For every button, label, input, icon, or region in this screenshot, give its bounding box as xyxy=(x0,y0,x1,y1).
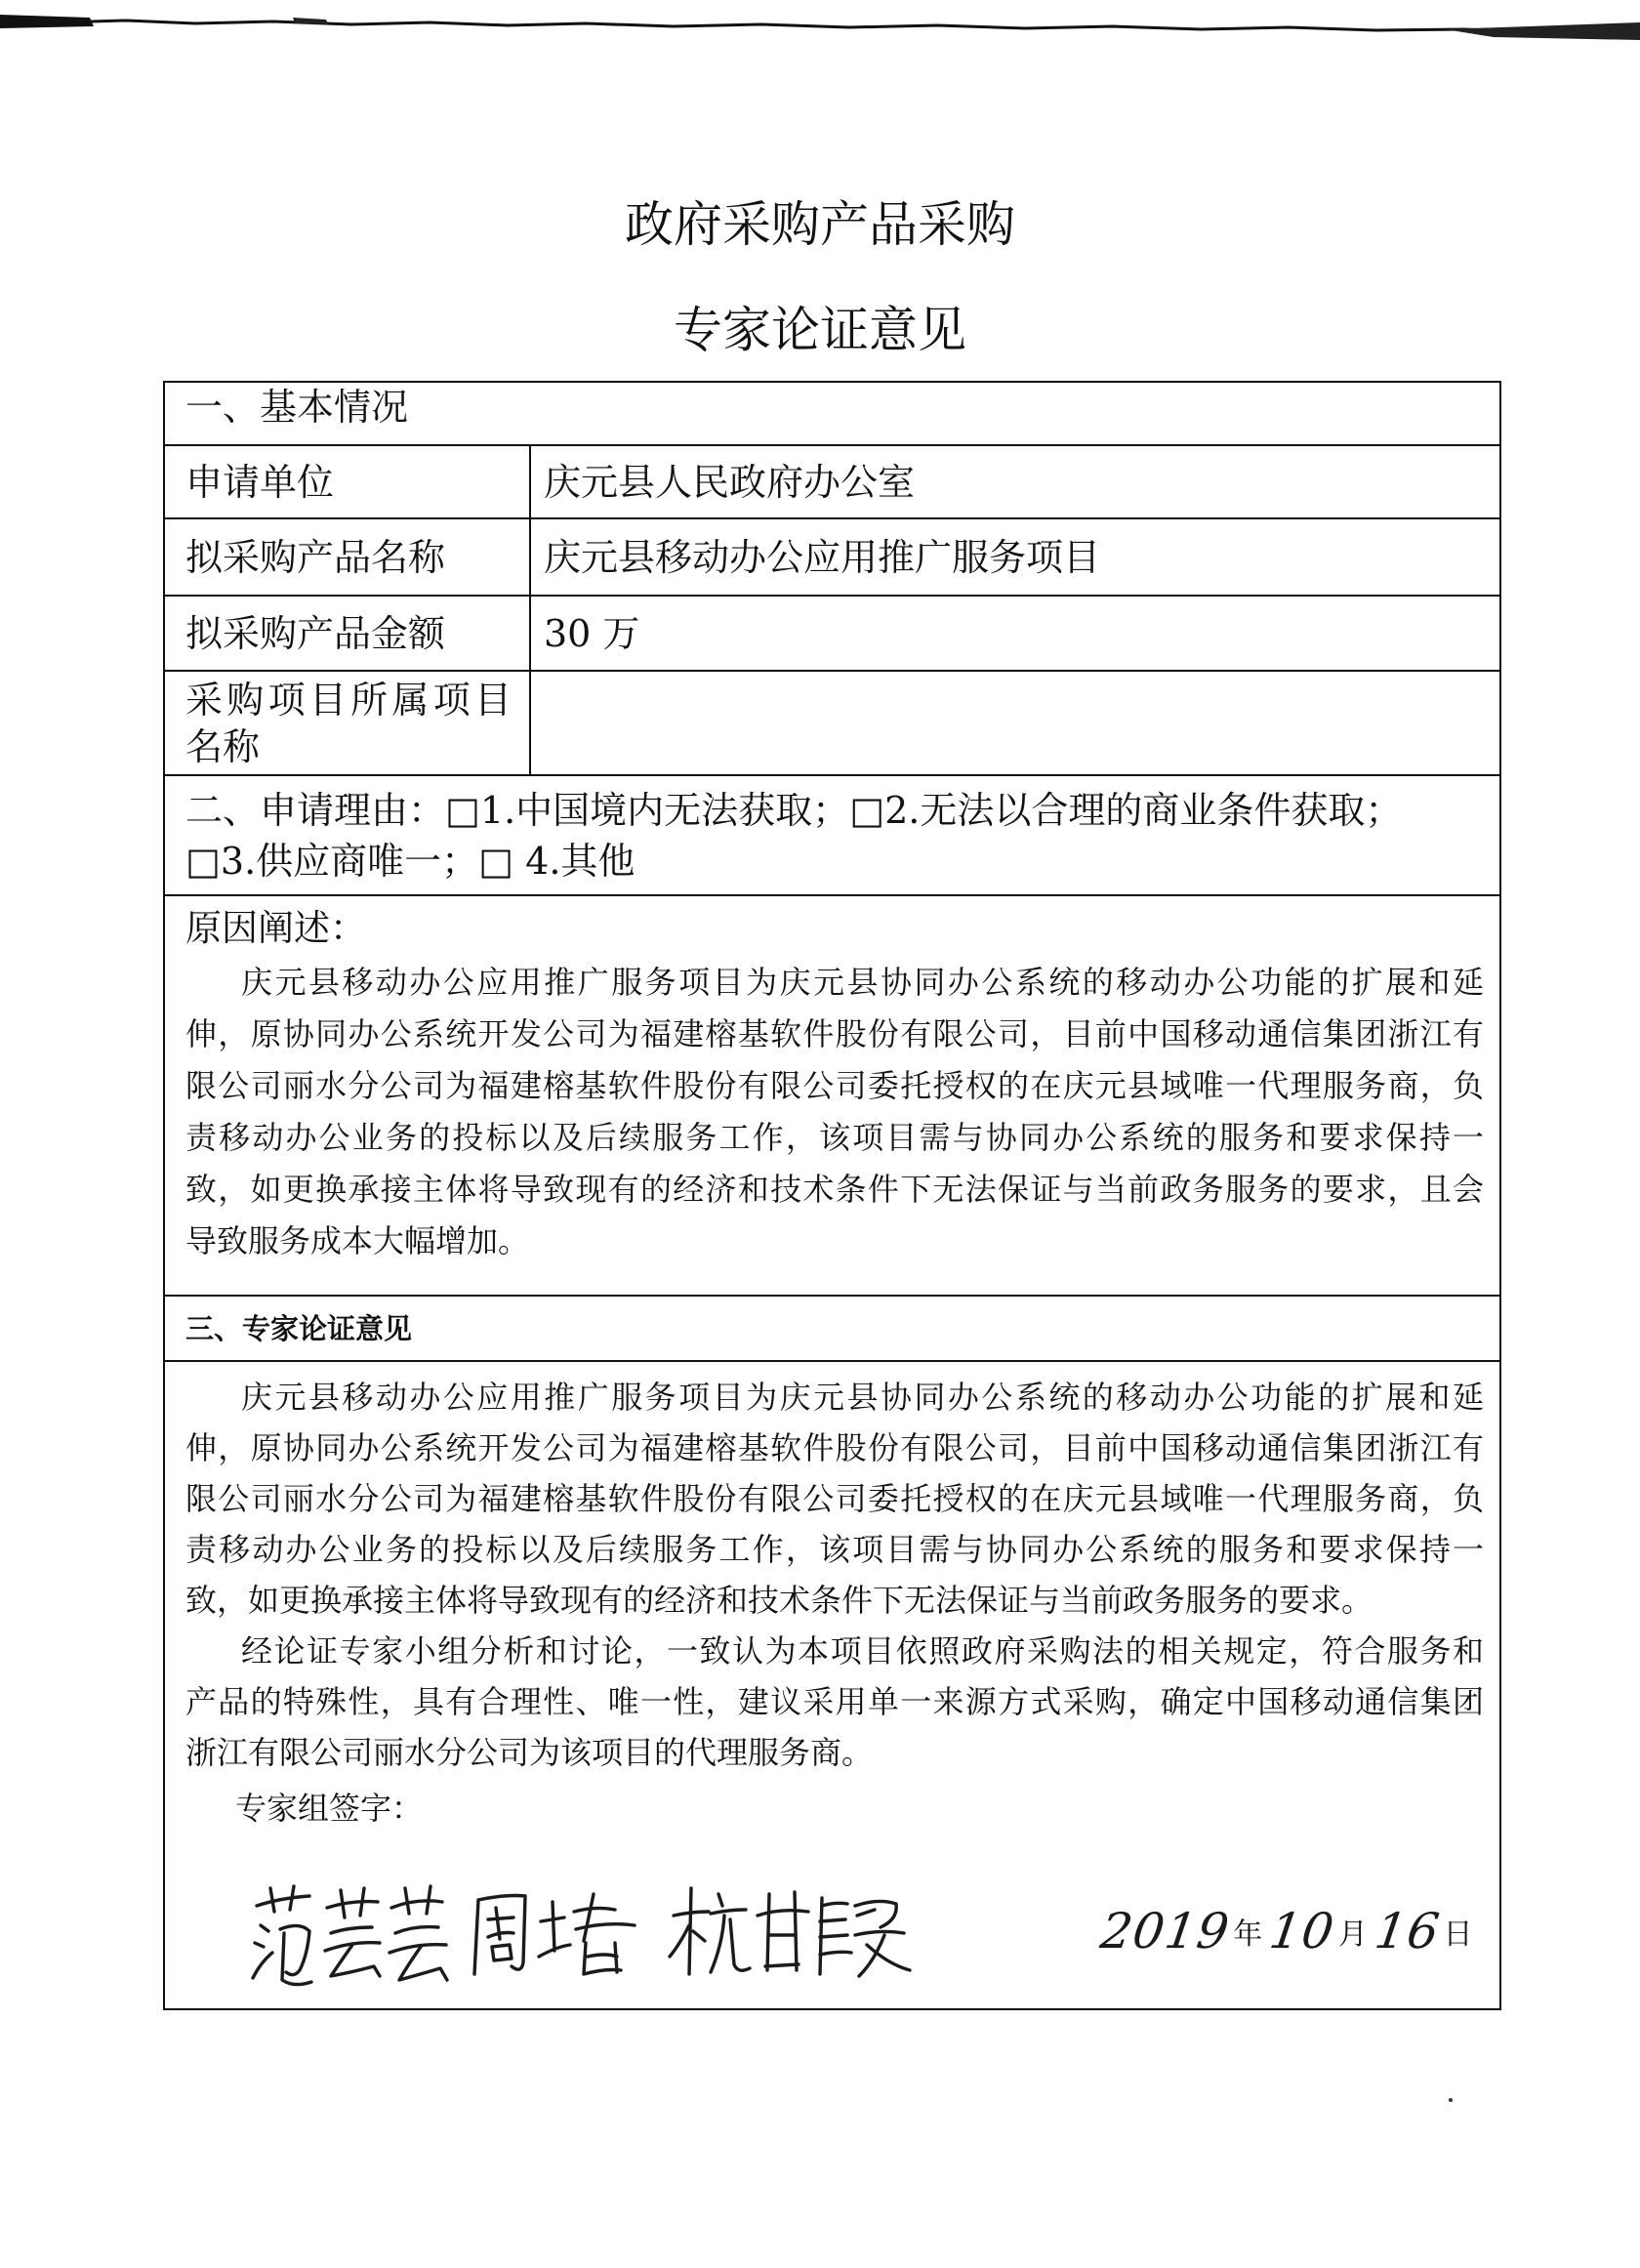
project-label-cell xyxy=(165,672,531,774)
product-name-label: 拟采购产品名称 xyxy=(165,519,531,595)
amount-label: 拟采购产品金额 xyxy=(165,597,531,670)
opinion-text-line: 限公司丽水分公司为福建榕基软件股份有限公司委托授权的在庆元县域唯一代理服务商，负 xyxy=(185,1480,1484,1517)
checkbox-option-2: □ xyxy=(849,788,885,832)
date-day: 16 xyxy=(1371,1903,1444,1959)
date-day-unit: 日 xyxy=(1443,1917,1473,1952)
reason-heading: 二、申请理由： xyxy=(185,788,446,832)
basic-info-heading-row xyxy=(165,383,1499,444)
scan-edge-artifact xyxy=(0,0,1640,49)
expert-signature-1 xyxy=(249,1876,449,1996)
expert-signature-3 xyxy=(664,1876,913,1982)
option-1-label: 1.中国境内无法获取； xyxy=(479,788,850,832)
document-title-line-2: 专家论证意见 xyxy=(674,302,966,358)
opinion-text-line: 庆元县移动办公应用推广服务项目为庆元县协同办公系统的移动办公功能的扩展和延 xyxy=(241,1379,1484,1416)
amount-value: 30 万 xyxy=(544,611,640,655)
signature-stroke xyxy=(539,1894,635,1974)
reason-text-line: 限公司丽水分公司为福建榕基软件股份有限公司委托授权的在庆元县域唯一代理服务商，负 xyxy=(185,1067,1484,1104)
date-year-unit: 年 xyxy=(1233,1917,1263,1952)
product-name-row xyxy=(165,517,1499,595)
reason-explanation-row xyxy=(165,894,1499,1295)
reason-text-line: 伸，原协同办公系统开发公司为福建榕基软件股份有限公司，目前中国移动通信集团浙江有 xyxy=(185,1015,1484,1052)
opinion-text-line: 责移动办公业务的投标以及后续服务工作，该项目需与协同办公系统的服务和要求保持一 xyxy=(185,1531,1484,1568)
amount-row xyxy=(165,595,1499,670)
reason-text-line: 导致服务成本大幅增加。 xyxy=(185,1222,530,1259)
scan-edge-line xyxy=(0,21,1640,32)
date-year: 2019 xyxy=(1096,1903,1234,1959)
date-month-unit: 月 xyxy=(1337,1917,1368,1952)
option-2-label: 2.无法以合理的商业条件获取； xyxy=(884,788,1403,832)
scan-edge-blot-left xyxy=(0,15,94,28)
scan-edge-blot-mid xyxy=(293,18,328,24)
option-4-label: 4.其他 xyxy=(513,839,636,883)
reason-text-line: 责移动办公业务的投标以及后续服务工作，该项目需与协同办公系统的服务和要求保持一 xyxy=(185,1119,1484,1156)
basic-info-heading: 一、基本情况 xyxy=(185,385,409,429)
expert-opinion-heading-row xyxy=(165,1295,1499,1360)
project-value xyxy=(531,672,1499,774)
signature-stroke xyxy=(474,1896,525,1975)
expert-opinion-heading: 三、专家论证意见 xyxy=(185,1311,413,1345)
application-reason-row xyxy=(165,774,1499,894)
applicant-row xyxy=(165,444,1499,517)
signature-label: 专家组签字： xyxy=(235,1790,424,1827)
signature-date xyxy=(1096,1890,1481,1972)
opinion-form-table xyxy=(163,381,1501,2010)
conclusion-text-line: 经论证专家小组分析和讨论，一致认为本项目依照政府采购法的相关规定，符合服务和 xyxy=(241,1632,1484,1670)
applicant-label: 申请单位 xyxy=(165,446,531,517)
project-label: 采购项目所属项目名称 xyxy=(185,678,512,768)
opinion-text-line: 伸，原协同办公系统开发公司为福建榕基软件股份有限公司，目前中国移动通信集团浙江有 xyxy=(185,1429,1484,1466)
signature-stroke xyxy=(325,1888,380,1976)
scan-edge-blot-right xyxy=(1445,22,1640,40)
signature-stroke xyxy=(820,1898,910,1976)
conclusion-text-line: 浙江有限公司丽水分公司为该项目的代理服务商。 xyxy=(185,1734,874,1771)
signature-stroke xyxy=(390,1886,447,1980)
applicant-value: 庆元县人民政府办公室 xyxy=(544,460,916,504)
checkbox-option-3: □ xyxy=(185,839,221,883)
option-3-label: 3.供应商唯一； xyxy=(220,839,479,883)
reason-options-line-1 xyxy=(185,785,1402,836)
reason-options-line-2 xyxy=(185,836,635,887)
signature-stroke xyxy=(253,1886,311,1985)
project-row xyxy=(165,670,1499,774)
checkbox-option-1: □ xyxy=(445,788,480,832)
document-title-line-1: 政府采购产品采购 xyxy=(625,196,1015,253)
signature-stroke xyxy=(758,1892,808,1970)
reason-text-line: 庆元县移动办公应用推广服务项目为庆元县协同办公系统的移动办公功能的扩展和延 xyxy=(241,964,1484,1001)
reason-explanation-label: 原因阐述： xyxy=(185,907,366,949)
product-name-value: 庆元县移动办公应用推广服务项目 xyxy=(544,535,1101,579)
signature-stroke xyxy=(670,1888,750,1974)
reason-text-line: 致，如更换承接主体将导致现有的经济和技术条件下无法保证与当前政务服务的要求，且会 xyxy=(185,1171,1484,1208)
opinion-text-line: 致，如更换承接主体将导致现有的经济和技术条件下无法保证与当前政务服务的要求。 xyxy=(185,1582,1374,1619)
expert-signature-2 xyxy=(467,1882,642,1980)
scan-speck xyxy=(1449,2098,1453,2102)
checkbox-option-4: □ xyxy=(478,839,514,883)
conclusion-text-line: 产品的特殊性，具有合理性、唯一性，建议采用单一来源方式采购，确定中国移动通信集团 xyxy=(185,1683,1484,1720)
date-month: 10 xyxy=(1266,1903,1338,1959)
